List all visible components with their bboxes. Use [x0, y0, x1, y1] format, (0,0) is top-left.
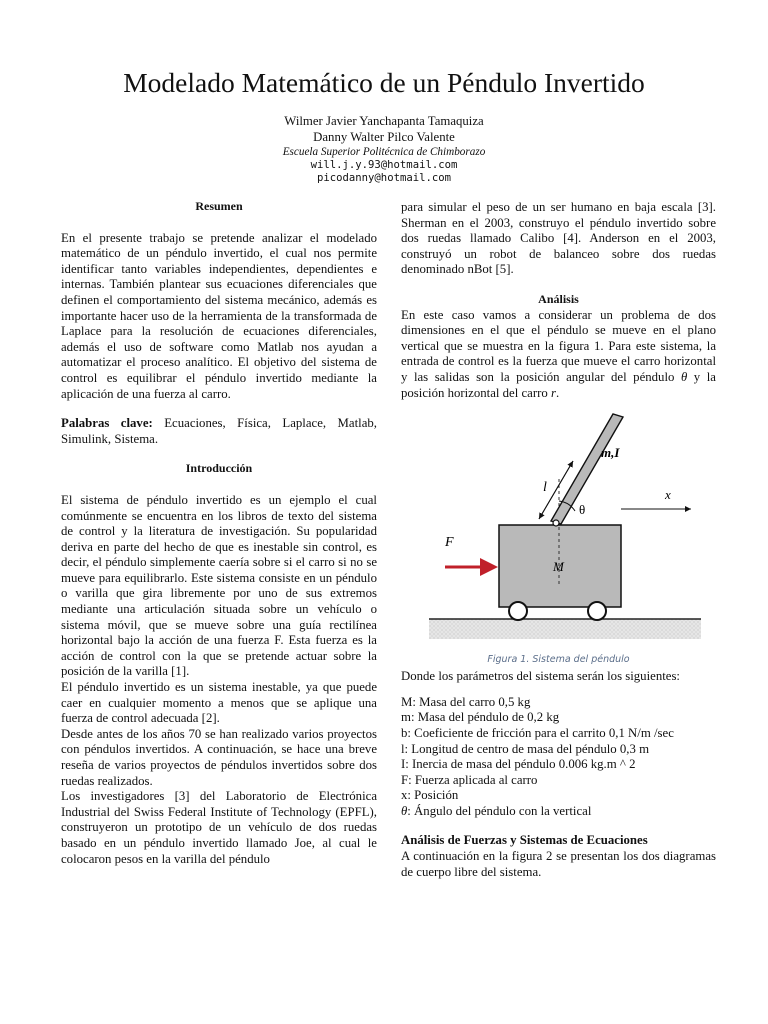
param-item: l: Longitud de centro de masa del péndulo 0,3 m: [401, 741, 650, 756]
pivot: [553, 520, 559, 526]
right-column: [401, 200, 716, 880]
label-theta: θ: [579, 502, 586, 518]
theta-symbol-param: θ: [401, 803, 408, 818]
forces-heading: Análisis de Fuerzas y Sistemas de Ecuaciones: [401, 833, 648, 848]
figure-caption: Figura 1. Sistema del péndulo: [487, 653, 630, 665]
institution: Escuela Superior Politécnica de Chimborazo: [282, 146, 486, 158]
keywords: [61, 416, 377, 447]
author-name-1: Wilmer Javier Yanchapanta Tamaquiza: [284, 114, 484, 128]
wheel-right: [588, 602, 606, 620]
figure-pendulum: [401, 409, 716, 665]
theta-symbol: θ: [680, 369, 688, 384]
param-item: m: Masa del péndulo de 0,2 kg: [401, 710, 560, 725]
label-M: M: [553, 559, 564, 575]
resumen-heading: Resumen: [195, 199, 243, 213]
r-symbol: r: [550, 385, 556, 400]
analisis-text-b: y la posición horizontal del carro: [401, 369, 716, 400]
resumen-text: En el presente trabajo se pretende analizar el modelado matemático de un péndulo invertido, el cual nos permite identificar tanto variables independientes, dependientes e internas. También plantear sus ecuaciones diferenciales que definen el comportamiento del sistema mecánico, además es importante hacer uso de la herramienta de la transformada de Laplace para la resolución de ecuaciones diferenciales, además el uso de software como Matlab nos ayudan a automatizar el proceso analítico. El objetivo del sistema de control es equilibrar el péndulo invertido mediante la aplicación de una fuerza al carro.: [61, 230, 377, 401]
intro-paragraph-3: Desde antes de los años 70 se han realizado varios proyectos con péndulos invertidos. A continuación, se hace una breve reseña de varios proyectos de péndulos invertidos sobre dos ruedas realizados.: [61, 726, 377, 788]
analisis-text: [401, 308, 716, 402]
pendulum-diagram: [401, 409, 716, 649]
param-item: x: Posición: [401, 788, 459, 803]
forces-text: A continuación en la figura 2 se presentan los dos diagramas de cuerpo libre del sistema.: [401, 849, 716, 879]
keywords-text: Ecuaciones, Física, Laplace, Matlab, Simulink, Sistema.: [61, 416, 377, 446]
analisis-text-a: En este caso vamos a considerar un problema de dos dimensiones en el que el péndulo se mueve en el plano vertical que se muestra en la figura 1. Para este sistema, la entrada de control es la fuerza que mueve el carro horizontal y las salidas son la posición angular del péndulo: [401, 307, 716, 384]
params-list: [401, 695, 716, 820]
ground: [429, 619, 701, 639]
paper-title: Modelado Matemático de un Péndulo Invertido: [123, 67, 645, 98]
author-block: [0, 114, 768, 185]
intro-heading: Introducción: [185, 461, 253, 476]
param-item: M: Masa del carro 0,5 kg: [401, 694, 531, 709]
label-x: x: [665, 487, 671, 503]
keywords-label: Palabras clave:: [61, 416, 153, 431]
param-item: I: Inercia de masa del péndulo 0.006 kg.m ^ 2: [401, 757, 636, 772]
analisis-heading: Análisis: [538, 291, 579, 306]
label-F: F: [445, 535, 454, 551]
author-email-1: will.j.y.93@hotmail.com: [310, 159, 458, 171]
intro-paragraph-1: El sistema de péndulo invertido es un ejemplo el cual comúnmente se encuentra en los libros de texto del sistema de control y la literatura de investigación. Su popularidad deriva en parte del hecho de que es inestable sin control, es decir, el péndulo simplemente caería sobre si el carro si no se mueve para equilibrarlo. Este sistema consiste en un péndulo o varilla que gira libremente por uno de sus extremos mediante una articulación situada sobre un vehículo o sistema móvil, que se mueve sobre una guía rectilínea horizontal bajo la acción de una fuerza F. Esta fuerza es la acción de control con la que se pretende actuar sobre la posición de la varilla [1].: [61, 492, 377, 679]
author-name-2: Danny Walter Pilco Valente: [313, 129, 455, 144]
wheel-left: [509, 602, 527, 620]
param-item-theta: [401, 804, 716, 820]
param-theta-text: : Ángulo del péndulo con la vertical: [407, 803, 592, 818]
intro-paragraph-4: Los investigadores [3] del Laboratorio de Electrónica Industrial del Swiss Federal Institute of Technology (EPFL), construyeron un prototipo de un vehículo de dos ruedas basado en un péndulo invertido llamado Joe, al cual le colocaron pesos en la varilla del péndulo: [61, 789, 377, 866]
param-item: F: Fuerza aplicada al carro: [401, 772, 538, 787]
label-l: l: [543, 480, 547, 496]
left-column: [61, 199, 377, 867]
param-item: b: Coeficiente de fricción para el carrito 0,1 N/m /sec: [401, 725, 674, 740]
author-email-2: picodanny@hotmail.com: [317, 172, 451, 184]
intro-paragraph-2: El péndulo invertido es un sistema inestable, ya que puede caer en cualquier momento a menos que se aplique una fuerza de control adecuada [2].: [61, 680, 377, 726]
analisis-text-c: .: [555, 385, 560, 400]
continued-text: para simular el peso de un ser humano en baja escala [3]. Sherman en el 2003, construyo el péndulo invertido sobre dos ruedas llamado Calibo [4]. Anderson en el 2003, construyó un robot de balanceo sobre dos ruedas denominado nBot [5].: [401, 200, 716, 277]
label-mI: m,I: [601, 445, 620, 461]
params-intro: Donde los parámetros del sistema serán los siguientes:: [401, 669, 680, 684]
pendulum-rod: [551, 414, 623, 524]
